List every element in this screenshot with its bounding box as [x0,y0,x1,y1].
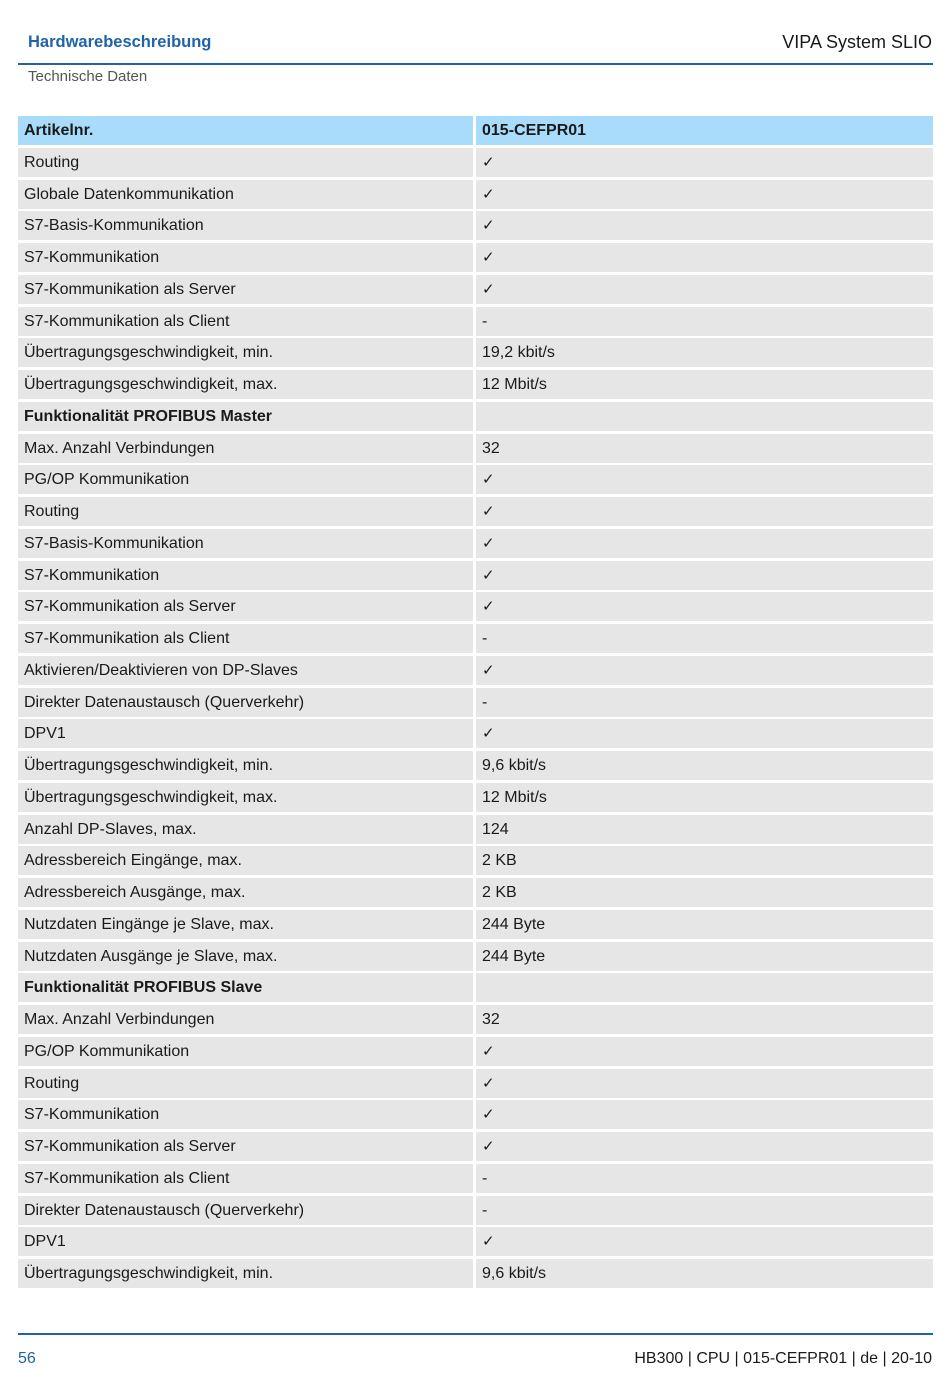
checkmark-icon: ✓ [482,279,495,298]
table-row [18,465,933,494]
table-row [18,243,933,272]
row-label: Aktivieren/Deaktivieren von DP-Slaves [18,656,473,685]
row-label: Max. Anzahl Verbindungen [18,1005,473,1034]
row-label: Übertragungsgeschwindigkeit, min. [18,338,473,367]
row-label: S7-Kommunikation als Client [18,624,473,653]
table-row [18,942,933,971]
table-row [18,1100,933,1129]
row-label: Übertragungsgeschwindigkeit, max. [18,783,473,812]
row-value: 2 KB [476,878,933,907]
row-value: 9,6 kbit/s [476,751,933,780]
checkmark-icon: ✓ [482,248,495,266]
checkmark-icon: ✓ [482,724,495,743]
header-divider [18,63,933,65]
table-row [18,815,933,844]
table-row [18,370,933,399]
table-row [18,846,933,875]
table-row [18,1069,933,1098]
table-row [18,434,933,463]
checkmark-icon: ✓ [482,533,495,552]
table-row [18,275,933,304]
row-label: Max. Anzahl Verbindungen [18,434,473,463]
checkmark-icon: ✓ [482,1073,495,1092]
checkmark-icon: ✓ [482,597,495,616]
table-row [18,148,933,177]
table-row [18,751,933,780]
spec-table [18,116,933,1291]
row-value: - [476,688,933,717]
row-value: 124 [476,815,933,844]
table-row [18,1005,933,1034]
row-label: Adressbereich Eingänge, max. [18,846,473,875]
row-label: S7-Kommunikation [18,1100,473,1129]
row-value-cell [476,561,933,590]
table-row [18,180,933,209]
row-value: - [476,624,933,653]
table-row [18,561,933,590]
checkmark-icon: ✓ [482,660,495,679]
row-value-cell [476,529,933,558]
row-value: 19,2 kbit/s [476,338,933,367]
row-label: S7-Kommunikation [18,243,473,272]
footer-divider [18,1333,933,1335]
row-label: S7-Kommunikation [18,561,473,590]
row-label: DPV1 [18,719,473,748]
checkmark-icon: ✓ [482,1137,495,1155]
row-label: S7-Basis-Kommunikation [18,211,473,240]
row-value-cell [476,1227,933,1256]
table-header-row [18,116,933,145]
checkmark-icon: ✓ [482,1105,495,1124]
row-label: S7-Kommunikation als Server [18,592,473,621]
row-value-cell [476,592,933,621]
checkmark-icon: ✓ [482,1041,495,1060]
row-value-cell [476,1100,933,1129]
checkmark-icon: ✓ [482,152,495,171]
table-row [18,1227,933,1256]
row-value-cell [476,1132,933,1161]
row-label: Anzahl DP-Slaves, max. [18,815,473,844]
table-row [18,307,933,336]
row-value: 12 Mbit/s [476,370,933,399]
table-row [18,497,933,526]
row-value-cell [476,211,933,240]
checkmark-icon: ✓ [482,502,495,520]
table-row [18,783,933,812]
column-header-value: 015-CEFPR01 [476,116,933,145]
row-label: Routing [18,148,473,177]
row-value [476,402,933,431]
table-row [18,1132,933,1161]
section-heading: Funktionalität PROFIBUS Slave [18,973,473,1002]
section-row [18,402,933,431]
table-row [18,1259,933,1288]
document-reference: HB300 | CPU | 015-CEFPR01 | de | 20-10 [634,1350,932,1367]
row-label: S7-Kommunikation als Server [18,275,473,304]
row-label: Adressbereich Ausgänge, max. [18,878,473,907]
row-value: 32 [476,434,933,463]
page-number: 56 [18,1350,36,1367]
row-value-cell [476,719,933,748]
row-label: Übertragungsgeschwindigkeit, min. [18,1259,473,1288]
row-value: 244 Byte [476,910,933,939]
row-value [476,973,933,1002]
subsection-title: Technische Daten [28,68,148,85]
table-row [18,338,933,367]
row-value-cell [476,1069,933,1098]
column-header-article: Artikelnr. [18,116,473,145]
table-row [18,1037,933,1066]
row-value-cell [476,243,933,272]
row-value-cell [476,148,933,177]
table-row [18,211,933,240]
row-label: PG/OP Kommunikation [18,1037,473,1066]
row-value: 12 Mbit/s [476,783,933,812]
checkmark-icon: ✓ [482,565,495,584]
section-title: Hardwarebeschreibung [28,33,212,51]
table-row [18,719,933,748]
row-value: 32 [476,1005,933,1034]
table-row [18,529,933,558]
checkmark-icon: ✓ [482,184,495,203]
table-row [18,1164,933,1193]
row-label: Routing [18,1069,473,1098]
row-label: Übertragungsgeschwindigkeit, max. [18,370,473,399]
row-label: Routing [18,497,473,526]
table-row [18,688,933,717]
row-value-cell [476,180,933,209]
row-label: PG/OP Kommunikation [18,465,473,494]
product-title: VIPA System SLIO [782,32,932,52]
checkmark-icon: ✓ [482,1232,495,1251]
row-value: - [476,307,933,336]
table-row [18,878,933,907]
table-row [18,624,933,653]
row-label: S7-Kommunikation als Server [18,1132,473,1161]
row-label: Globale Datenkommunikation [18,180,473,209]
section-heading: Funktionalität PROFIBUS Master [18,402,473,431]
row-value: - [476,1164,933,1193]
row-label: Direkter Datenaustausch (Querverkehr) [18,688,473,717]
row-label: Direkter Datenaustausch (Querverkehr) [18,1196,473,1225]
checkmark-icon: ✓ [482,470,495,489]
row-label: Nutzdaten Ausgänge je Slave, max. [18,942,473,971]
row-label: DPV1 [18,1227,473,1256]
row-label: S7-Basis-Kommunikation [18,529,473,558]
table-row [18,910,933,939]
row-label: Übertragungsgeschwindigkeit, min. [18,751,473,780]
row-value: 244 Byte [476,942,933,971]
row-value: 9,6 kbit/s [476,1259,933,1288]
row-label: Nutzdaten Eingänge je Slave, max. [18,910,473,939]
row-label: S7-Kommunikation als Client [18,307,473,336]
row-value-cell [476,1037,933,1066]
row-value: 2 KB [476,846,933,875]
row-value-cell [476,656,933,685]
row-value-cell [476,497,933,526]
table-row [18,656,933,685]
checkmark-icon: ✓ [482,216,495,235]
row-value-cell [476,465,933,494]
section-row [18,973,933,1002]
row-value-cell [476,275,933,304]
row-label: S7-Kommunikation als Client [18,1164,473,1193]
row-value: - [476,1196,933,1225]
table-row [18,592,933,621]
table-row [18,1196,933,1225]
